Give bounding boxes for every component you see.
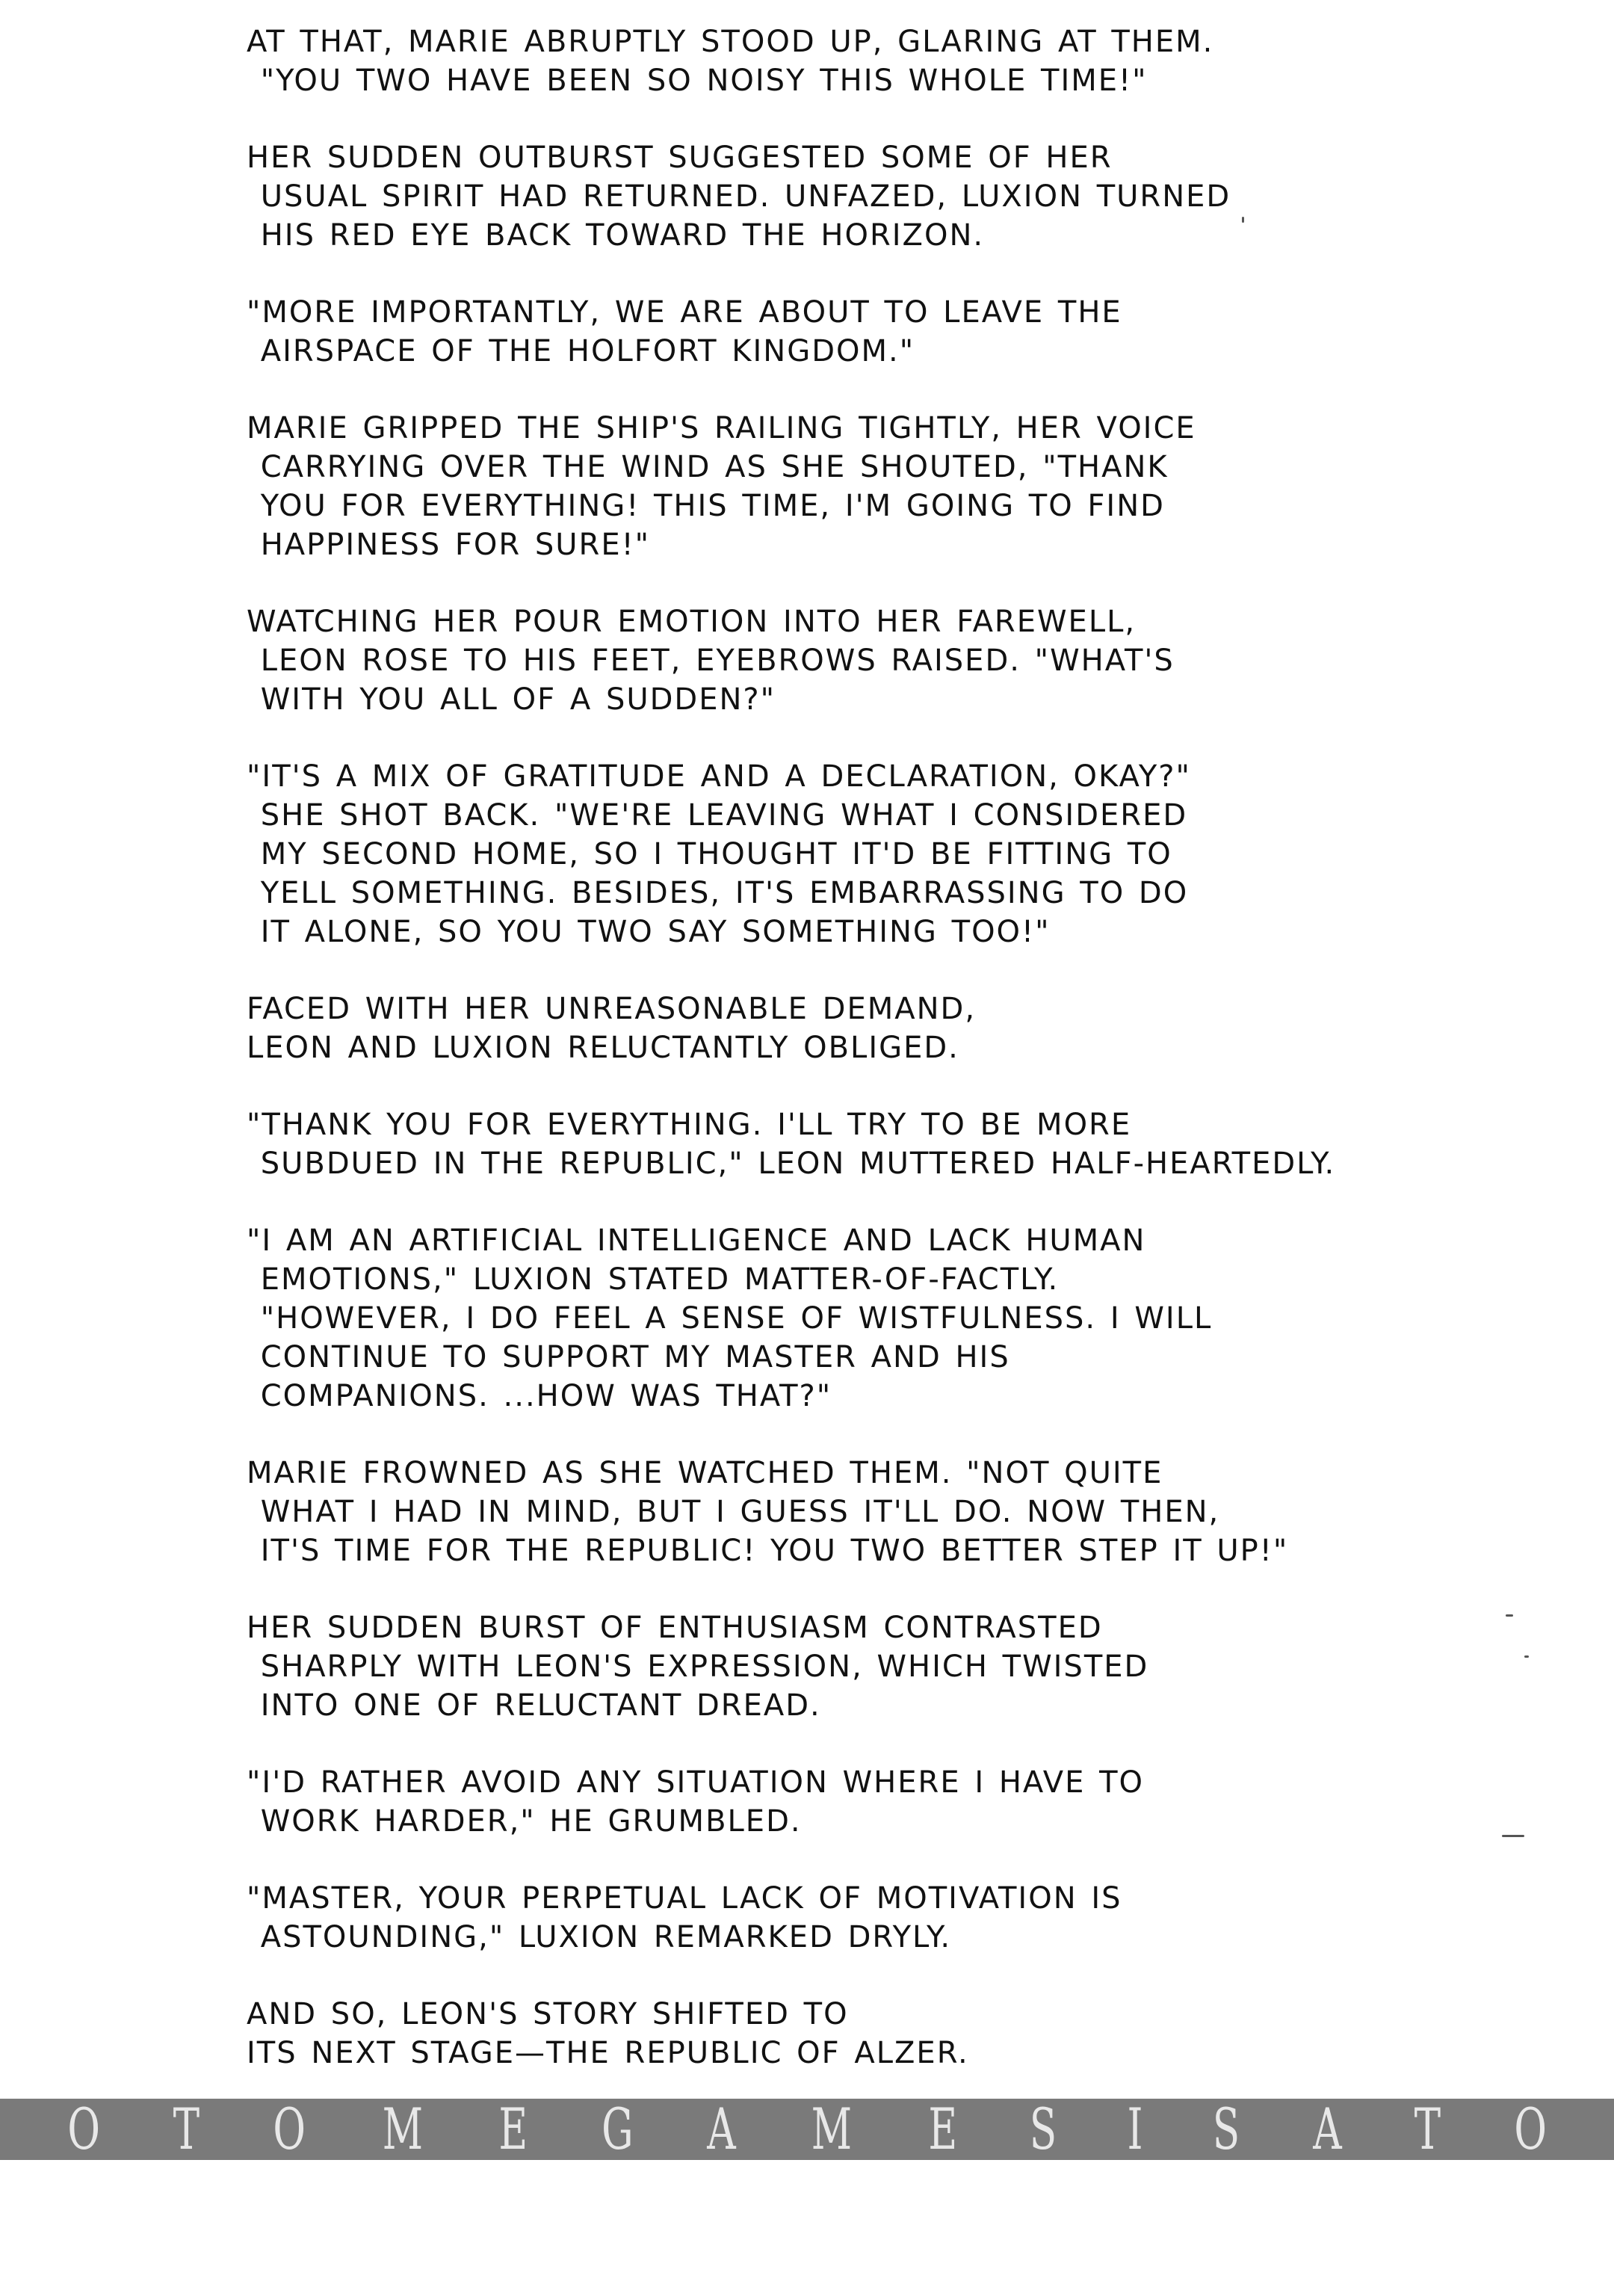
- paragraph: "I'D RATHER AVOID ANY SITUATION WHERE I HAVE TO WORK HARDER," HE GRUMBLED.: [247, 1765, 1144, 1839]
- paragraph: "IT'S A MIX OF GRATITUDE AND A DECLARATION, OKAY?" SHE SHOT BACK. "WE'RE LEAVING WHAT I CONSIDERED MY SECOND HOME, SO I THOUGHT IT'D BE FITTING TO YELL SOMETHING. BESIDES, IT'S EMBARRASSING TO DO IT ALONE, SO YOU TWO SAY SOMETHING TOO!": [247, 759, 1191, 949]
- paragraph: MARIE FROWNED AS SHE WATCHED THEM. "NOT QUITE WHAT I HAD IN MIND, BUT I GUESS IT'LL DO. NOW THEN, IT'S TIME FOR THE REPUBLIC! YOU TWO BETTER STEP IT UP!": [247, 1456, 1289, 1568]
- scan-speck: [1502, 1835, 1524, 1837]
- paragraph: FACED WITH HER UNREASONABLE DEMAND, LEON AND LUXION RELUCTANTLY OBLIGED.: [247, 992, 977, 1065]
- band-letter: S: [1212, 2096, 1240, 2162]
- paragraph: AT THAT, MARIE ABRUPTLY STOOD UP, GLARING AT THEM. "YOU TWO HAVE BEEN SO NOISY THIS WHOLE TIME!": [247, 25, 1214, 98]
- paragraph: MARIE GRIPPED THE SHIP'S RAILING TIGHTLY, HER VOICE CARRYING OVER THE WIND AS SHE SHOUTED, "THANK YOU FOR EVERYTHING! THIS TIME, I'M GOING TO FIND HAPPINESS FOR SURE!": [247, 411, 1196, 562]
- paragraph: WATCHING HER POUR EMOTION INTO HER FAREWELL, LEON ROSE TO HIS FEET, EYEBROWS RAISED. "WHAT'S WITH YOU ALL OF A SUDDEN?": [247, 605, 1175, 717]
- paragraph: "THANK YOU FOR EVERYTHING. I'LL TRY TO BE MORE SUBDUED IN THE REPUBLIC," LEON MUTTERED HALF-HEARTEDLY.: [247, 1108, 1336, 1181]
- band-letter: O: [1514, 2096, 1547, 2162]
- paragraph: HER SUDDEN BURST OF ENTHUSIASM CONTRASTED SHARPLY WITH LEON'S EXPRESSION, WHICH TWISTED INTO ONE OF RELUCTANT DREAD.: [247, 1611, 1149, 1723]
- band-letter: I: [1127, 2096, 1143, 2162]
- scan-speck: [1524, 1655, 1529, 1658]
- paragraph: "I AM AN ARTIFICIAL INTELLIGENCE AND LACK HUMAN EMOTIONS," LUXION STATED MATTER-OF-FACTLY. "HOWEVER, I DO FEEL A SENSE OF WISTFULNESS. I WILL CONTINUE TO SUPPORT MY MASTER AND HIS COMPANIONS. ...HOW WAS THAT?": [247, 1223, 1213, 1413]
- band-letter: M: [811, 2096, 853, 2162]
- paragraph: AND SO, LEON'S STORY SHIFTED TO ITS NEXT STAGE—THE REPUBLIC OF ALZER.: [247, 1997, 969, 2070]
- band-letter: G: [602, 2096, 634, 2162]
- paragraph: "MASTER, YOUR PERPETUAL LACK OF MOTIVATION IS ASTOUNDING," LUXION REMARKED DRYLY.: [247, 1881, 1122, 1954]
- scan-speck: [1506, 1614, 1513, 1617]
- band-letter: A: [1312, 2096, 1342, 2162]
- band-letter: T: [1414, 2096, 1441, 2162]
- band-letter: M: [382, 2096, 424, 2162]
- paragraph: HER SUDDEN OUTBURST SUGGESTED SOME OF HER USUAL SPIRIT HAD RETURNED. UNFAZED, LUXION TURNED HIS RED EYE BACK TOWARD THE HORIZON.: [247, 141, 1231, 253]
- band-letter: O: [67, 2096, 100, 2162]
- paragraph: "MORE IMPORTANTLY, WE ARE ABOUT TO LEAVE THE AIRSPACE OF THE HOLFORT KINGDOM.": [247, 295, 1122, 368]
- footer-title-band: [0, 2096, 1614, 2162]
- band-letter: T: [173, 2096, 200, 2162]
- story-text: [247, 22, 1487, 2111]
- band-letter: E: [927, 2096, 957, 2162]
- band-letter: O: [273, 2096, 306, 2162]
- scan-speck: [1242, 217, 1244, 223]
- band-letter: E: [498, 2096, 528, 2162]
- band-letter: A: [707, 2096, 736, 2162]
- band-letter: S: [1030, 2096, 1057, 2162]
- footer-title-letters: [0, 2096, 1614, 2162]
